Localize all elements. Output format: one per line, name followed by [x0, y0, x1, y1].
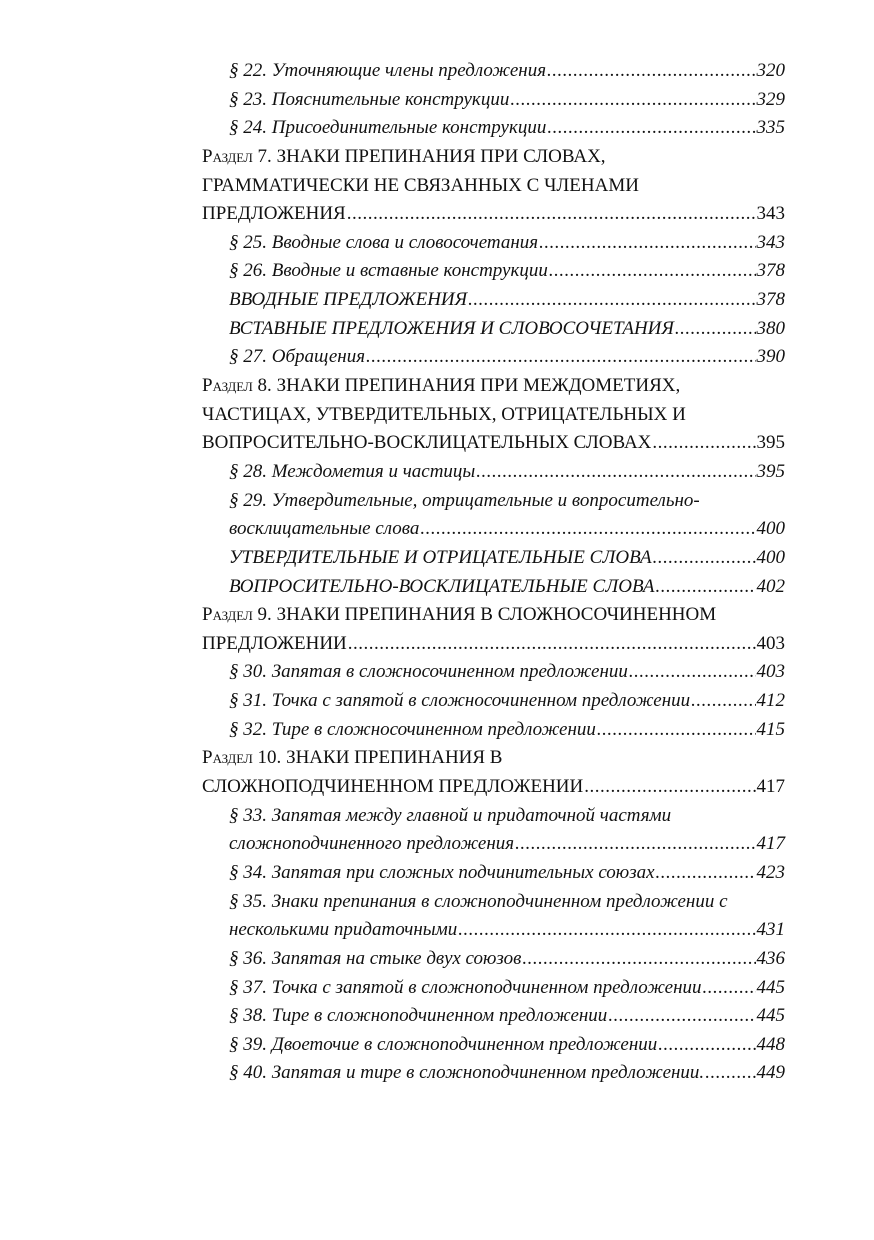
dot-leader — [366, 343, 755, 372]
toc-entry-text — [202, 143, 606, 172]
page-number: 403 — [756, 661, 785, 683]
toc-section-line — [202, 744, 785, 773]
dot-leader — [547, 57, 755, 86]
entry-title: § 39. Двоеточие в сложноподчиненном предложении — [229, 1033, 658, 1055]
entry-title: § 36. Запятая на стыке двух союзов — [229, 947, 522, 969]
page-number: 449 — [756, 1062, 785, 1084]
toc-entry-text — [229, 916, 457, 945]
entry-title: ВСТАВНЫЕ ПРЕДЛОЖЕНИЯ И СЛОВОСОЧЕТАНИЯ — [229, 317, 674, 339]
dot-leader — [656, 859, 756, 888]
entry-title: ЗНАКИ ПРЕПИНАНИЯ В — [281, 747, 503, 769]
page-number: 445 — [756, 976, 785, 998]
entry-title: СЛОЖНОПОДЧИНЕННОМ ПРЕДЛОЖЕНИИ — [202, 776, 584, 798]
toc-entry-text — [229, 1059, 704, 1088]
page-number: 380 — [756, 317, 785, 339]
toc-entry-line[interactable] — [229, 57, 785, 86]
toc-section-line[interactable] — [202, 429, 785, 458]
entry-title: § 33. Запятая между главной и придаточной частями — [229, 804, 672, 826]
toc-entry-text — [229, 114, 546, 143]
toc-entry-text — [229, 716, 596, 745]
toc-entry-text — [229, 86, 509, 115]
entry-title: § 23. Пояснительные конструкции — [229, 88, 510, 110]
page-number: 417 — [756, 776, 785, 798]
toc-entry-text — [202, 200, 346, 229]
entry-title: § 29. Утвердительные, отрицательные и вопросительно- — [229, 489, 700, 511]
page-number: 378 — [756, 289, 785, 311]
entry-title: ЗНАКИ ПРЕПИНАНИЯ В СЛОЖНОСОЧИНЕННОМ — [271, 604, 717, 626]
toc-entry-text — [229, 458, 475, 487]
toc-entry-text — [202, 744, 502, 773]
dot-leader — [652, 429, 755, 458]
entry-title: ЗНАКИ ПРЕПИНАНИЯ ПРИ МЕЖДОМЕТИЯХ, — [271, 375, 681, 397]
toc-entry-text — [229, 515, 419, 544]
entry-title: ГРАММАТИЧЕСКИ НЕ СВЯЗАННЫХ С ЧЛЕНАМИ — [202, 174, 639, 196]
toc-entry-text — [202, 630, 347, 659]
entry-title: § 32. Тире в сложносочиненном предложении — [229, 718, 596, 740]
page-number: 390 — [756, 346, 785, 368]
dot-leader — [655, 573, 755, 602]
toc-section-line[interactable] — [202, 630, 785, 659]
toc-entry-line[interactable] — [229, 458, 785, 487]
entry-title: ВОПРОСИТЕЛЬНО-ВОСКЛИЦАТЕЛЬНЫЕ СЛОВА — [229, 575, 655, 597]
toc-entry-text — [229, 487, 700, 516]
entry-title: § 34. Запятая при сложных подчинительных союзах — [229, 861, 655, 883]
toc-entry-line[interactable] — [229, 114, 785, 143]
entry-title: несколькими придаточными — [229, 919, 458, 941]
page-number: 343 — [756, 231, 785, 253]
toc-entry-text — [202, 172, 639, 201]
toc-entry-line[interactable] — [229, 343, 785, 372]
entry-title: § 38. Тире в сложноподчиненном предложении — [229, 1005, 608, 1027]
toc-entry-text — [229, 830, 514, 859]
entry-title: § 35. Знаки препинания в сложноподчиненном предложении с — [229, 890, 728, 912]
page-number: 395 — [756, 432, 785, 454]
toc-entry-text — [229, 315, 674, 344]
entry-title: § 31. Точка с запятой в сложносочиненном предложении — [229, 690, 691, 712]
dot-leader — [629, 658, 756, 687]
toc-entry-text — [202, 401, 686, 430]
page-number: 415 — [756, 718, 785, 740]
dot-leader — [515, 830, 755, 859]
toc-section-line — [202, 143, 785, 172]
entry-title: § 22. Уточняющие члены предложения — [229, 60, 547, 81]
page-number: 412 — [756, 690, 785, 712]
entry-title: сложноподчиненного предложения — [229, 833, 515, 855]
toc-section-line — [202, 172, 785, 201]
toc-entry-line[interactable] — [229, 573, 785, 602]
toc-entry-line[interactable] — [229, 716, 785, 745]
dot-leader — [675, 315, 756, 344]
toc-entry-text — [229, 229, 538, 258]
toc-entry-text — [229, 544, 652, 573]
toc-entry-line[interactable] — [229, 1031, 785, 1060]
toc-entry-line — [229, 888, 785, 917]
toc-entry-line[interactable] — [229, 916, 785, 945]
toc-entry-line[interactable] — [229, 1002, 785, 1031]
dot-leader — [691, 687, 755, 716]
toc-entry-text — [229, 945, 521, 974]
page-number: 335 — [756, 117, 785, 139]
dot-leader — [584, 773, 755, 802]
toc-section-line[interactable] — [202, 773, 785, 802]
page-number: 378 — [756, 260, 785, 282]
page-number: 329 — [756, 88, 785, 110]
toc-entry-text — [229, 573, 654, 602]
toc-entry-line[interactable] — [229, 544, 785, 573]
page-number: 445 — [756, 1005, 785, 1027]
toc-entry-text — [229, 859, 655, 888]
toc-entry-line[interactable] — [229, 945, 785, 974]
toc-entry-text — [202, 372, 680, 401]
page-number: 320 — [756, 60, 785, 81]
toc-entry-text — [229, 257, 548, 286]
toc-entry-line[interactable] — [229, 859, 785, 888]
toc-entry-text — [229, 286, 467, 315]
toc-entry-text — [202, 429, 651, 458]
entry-title: восклицательные слова — [229, 518, 420, 540]
entry-title: УТВЕРДИТЕЛЬНЫЕ И ОТРИЦАТЕЛЬНЫЕ СЛОВА — [229, 546, 652, 568]
table-of-contents — [0, 57, 874, 1088]
dot-leader — [347, 200, 756, 229]
dot-leader — [549, 257, 756, 286]
page-number: 395 — [756, 460, 785, 482]
dot-leader — [597, 716, 756, 745]
dot-leader — [705, 1059, 755, 1088]
dot-leader — [539, 229, 755, 258]
page-number: 448 — [756, 1033, 785, 1055]
dot-leader — [348, 630, 756, 659]
toc-entry-line[interactable] — [229, 315, 785, 344]
toc-section-line — [202, 601, 785, 630]
toc-entry-line[interactable] — [229, 830, 785, 859]
page-number: 400 — [756, 518, 785, 540]
toc-entry-text — [229, 974, 702, 1003]
section-label: Раздел 10. — [202, 747, 282, 769]
page-number: 403 — [756, 632, 785, 654]
section-label: Раздел 7. — [202, 145, 272, 167]
toc-entry-text — [229, 802, 671, 831]
entry-title: § 27. Обращения — [229, 346, 366, 368]
toc-entry-line[interactable] — [229, 86, 785, 115]
page-number: 436 — [756, 947, 785, 969]
section-label: Раздел 9. — [202, 604, 272, 626]
toc-entry-line[interactable] — [229, 687, 785, 716]
entry-title: ПРЕДЛОЖЕНИИ — [202, 632, 347, 654]
page-number: 417 — [756, 833, 785, 855]
toc-entry-line — [229, 802, 785, 831]
toc-entry-line — [229, 487, 785, 516]
dot-leader — [522, 945, 755, 974]
dot-leader — [420, 515, 755, 544]
toc-entry-line[interactable] — [229, 286, 785, 315]
toc-entry-text — [229, 888, 728, 917]
page-number: 343 — [756, 203, 785, 225]
toc-section-line — [202, 401, 785, 430]
entry-title: ВОПРОСИТЕЛЬНО-ВОСКЛИЦАТЕЛЬНЫХ СЛОВАХ — [202, 432, 652, 454]
entry-title: ЧАСТИЦАХ, УТВЕРДИТЕЛЬНЫХ, ОТРИЦАТЕЛЬНЫХ И — [202, 403, 686, 425]
entry-title: § 26. Вводные и вставные конструкции — [229, 260, 548, 282]
toc-entry-text — [229, 343, 365, 372]
toc-section-line — [202, 372, 785, 401]
toc-entry-line[interactable] — [229, 515, 785, 544]
entry-title: ЗНАКИ ПРЕПИНАНИЯ ПРИ СЛОВАХ, — [271, 145, 606, 167]
dot-leader — [510, 86, 755, 115]
entry-title: § 40. Запятая и тире в сложноподчиненном предложении. — [229, 1062, 705, 1084]
entry-title: § 30. Запятая в сложносочиненном предложении — [229, 661, 628, 683]
toc-entry-line[interactable] — [229, 257, 785, 286]
toc-entry-text — [202, 601, 716, 630]
entry-title: § 25. Вводные слова и словосочетания — [229, 231, 539, 253]
toc-entry-line[interactable] — [229, 974, 785, 1003]
toc-entry-line[interactable] — [229, 658, 785, 687]
toc-entry-text — [202, 773, 583, 802]
toc-section-line[interactable] — [202, 200, 785, 229]
toc-entry-line[interactable] — [229, 1059, 785, 1088]
dot-leader — [658, 1031, 755, 1060]
dot-leader — [653, 544, 756, 573]
dot-leader — [608, 1002, 755, 1031]
dot-leader — [547, 114, 755, 143]
entry-title: ВВОДНЫЕ ПРЕДЛОЖЕНИЯ — [229, 289, 468, 311]
toc-entry-text — [229, 1002, 607, 1031]
entry-title: § 37. Точка с запятой в сложноподчиненном предложении — [229, 976, 702, 998]
toc-entry-text — [229, 687, 690, 716]
dot-leader — [458, 916, 755, 945]
entry-title: § 28. Междометия и частицы — [229, 460, 476, 482]
page-number: 431 — [756, 919, 785, 941]
section-label: Раздел 8. — [202, 375, 272, 397]
toc-entry-text — [229, 57, 546, 86]
page-number: 400 — [756, 546, 785, 568]
entry-title: ПРЕДЛОЖЕНИЯ — [202, 203, 346, 225]
entry-title: § 24. Присоединительные конструкции — [229, 117, 547, 139]
toc-entry-text — [229, 1031, 657, 1060]
dot-leader — [476, 458, 755, 487]
toc-entry-text — [229, 658, 628, 687]
page-number: 402 — [756, 575, 785, 597]
dot-leader — [468, 286, 755, 315]
toc-entry-line[interactable] — [229, 229, 785, 258]
page-number: 423 — [756, 861, 785, 883]
dot-leader — [703, 974, 756, 1003]
